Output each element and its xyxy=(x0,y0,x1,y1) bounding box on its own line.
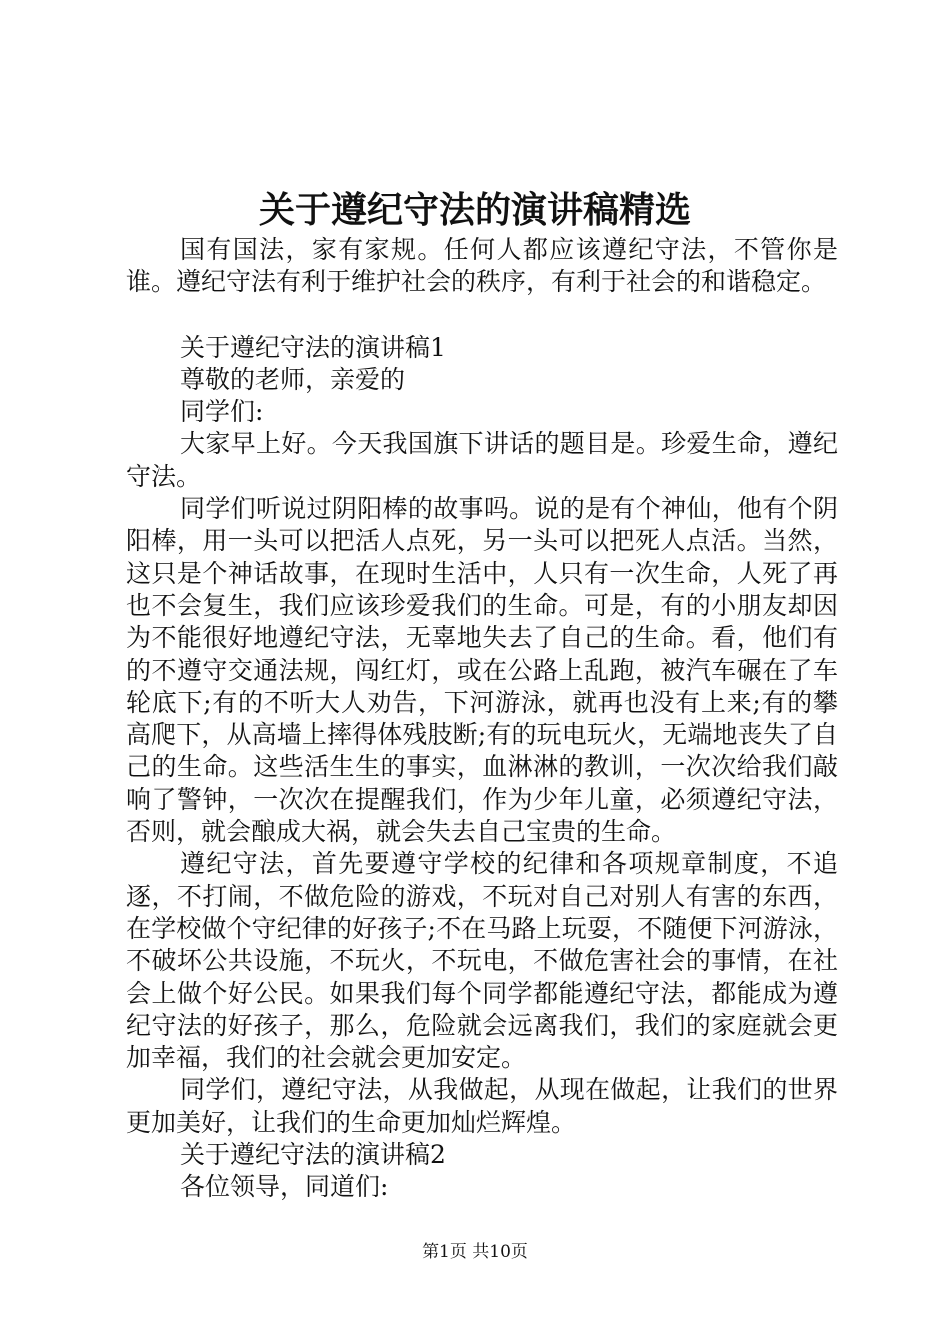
intro-paragraph: 国有国法，家有家规。任何人都应该遵纪守法，不管你是谁。遵纪守法有利于维护社会的秩序，有利于社会的和谐稳定。 xyxy=(126,235,838,297)
speech1-paragraph: 大家早上好。今天我国旗下讲话的题目是。珍爱生命，遵纪守法。 xyxy=(126,429,838,491)
speech1-paragraph: 遵纪守法，首先要遵守学校的纪律和各项规章制度，不追逐，不打闹，不做危险的游戏，不玩对自己对别人有害的东西，在学校做个守纪律的好孩子;不在马路上玩耍，不随便下河游泳，不破坏公共设施，不玩火，不玩电，不做危害社会的事情，在社会上做个好公民。如果我们每个同学都能遵纪守法，都能成为遵纪守法的好孩子，那么，危险就会远离我们，我们的家庭就会更加幸福，我们的社会就会更加安定。 xyxy=(126,849,838,1073)
speech1-salutation-line2: 同学们: xyxy=(180,397,264,427)
speech2-salutation: 各位领导，同道们: xyxy=(180,1172,389,1202)
speech1-paragraph: 同学们，遵纪守法，从我做起，从现在做起，让我们的世界更加美好，让我们的生命更加灿烂辉煌。 xyxy=(126,1075,838,1137)
speech1-paragraph: 同学们听说过阴阳棒的故事吗。说的是有个神仙，他有个阴阳棒，用一头可以把活人点死，另一头可以把死人点活。当然，这只是个神话故事，在现时生活中，人只有一次生命，人死了再也不会复生，我们应该珍爱我们的生命。可是，有的小朋友却因为不能很好地遵纪守法，无辜地失去了自己的生命。看，他们有的不遵守交通法规，闯红灯，或在公路上乱跑，被汽车碾在了车轮底下;有的不听大人劝告，下河游泳，就再也没有上来;有的攀高爬下，从高墙上摔得体残肢断;有的玩电玩火，无端地丧失了自己的生命。这些活生生的事实，血淋淋的教训，一次次给我们敲响了警钟，一次次在提醒我们，作为少年儿童，必须遵纪守法，否则，就会酿成大祸，就会失去自己宝贵的生命。 xyxy=(126,494,838,847)
page-footer: 第1页 共10页 xyxy=(422,1242,528,1262)
paragraph-gap xyxy=(126,299,838,332)
document-body xyxy=(126,234,838,1204)
speech2-heading: 关于遵纪守法的演讲稿2 xyxy=(180,1140,446,1170)
document-title: 关于遵纪守法的演讲稿精选 xyxy=(258,189,691,231)
speech1-salutation-line1: 尊敬的老师，亲爱的 xyxy=(180,364,406,394)
speech1-heading: 关于遵纪守法的演讲稿1 xyxy=(180,332,446,362)
